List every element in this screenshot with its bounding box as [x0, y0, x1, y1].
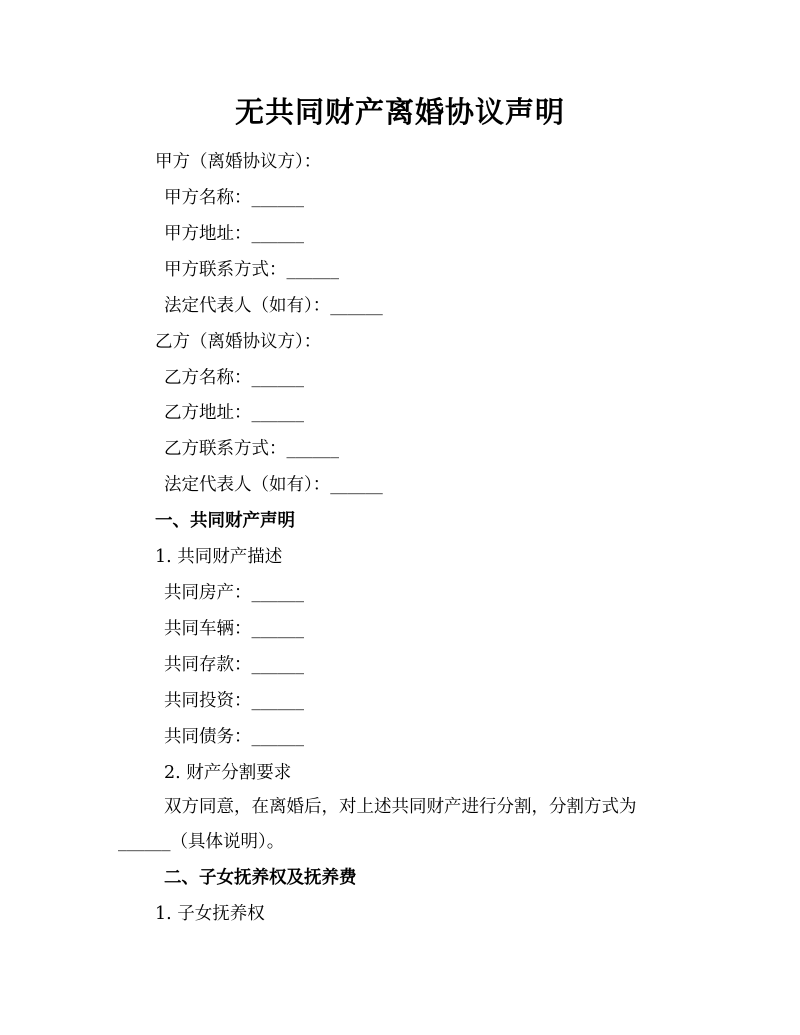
section1-heading: 一、共同财产声明: [155, 511, 295, 531]
party-b-contact: 乙方联系方式：______: [164, 439, 339, 459]
shared-debt: 共同债务：______: [164, 727, 304, 747]
division-text-line1: 双方同意，在离婚后，对上述共同财产进行分割，分割方式为: [164, 797, 637, 817]
section2-item1-title: 1. 子女抚养权: [155, 904, 265, 924]
division-text-line2: ______（具体说明）。: [118, 832, 285, 852]
section2-heading: 二、子女抚养权及抚养费: [164, 868, 357, 888]
party-b-name: 乙方名称：______: [164, 368, 304, 388]
shared-deposit: 共同存款：______: [164, 655, 304, 675]
party-a-heading: 甲方（离婚协议方）：: [155, 152, 322, 172]
party-b-heading: 乙方（离婚协议方）：: [155, 332, 322, 352]
party-a-contact: 甲方联系方式：______: [164, 260, 339, 280]
party-a-name: 甲方名称：______: [164, 188, 304, 208]
shared-vehicle: 共同车辆：______: [164, 619, 304, 639]
shared-property: 共同房产：______: [164, 583, 304, 603]
party-a-representative: 法定代表人（如有）：______: [164, 296, 383, 316]
party-b-address: 乙方地址：______: [164, 403, 304, 423]
shared-investment: 共同投资：______: [164, 691, 304, 711]
party-a-address: 甲方地址：______: [164, 224, 304, 244]
document-title: 无共同财产离婚协议声明: [234, 95, 565, 129]
section1-item1-title: 1. 共同财产描述: [155, 547, 283, 567]
party-b-representative: 法定代表人（如有）：______: [164, 475, 383, 495]
section1-item2-title: 2. 财产分割要求: [164, 763, 292, 783]
